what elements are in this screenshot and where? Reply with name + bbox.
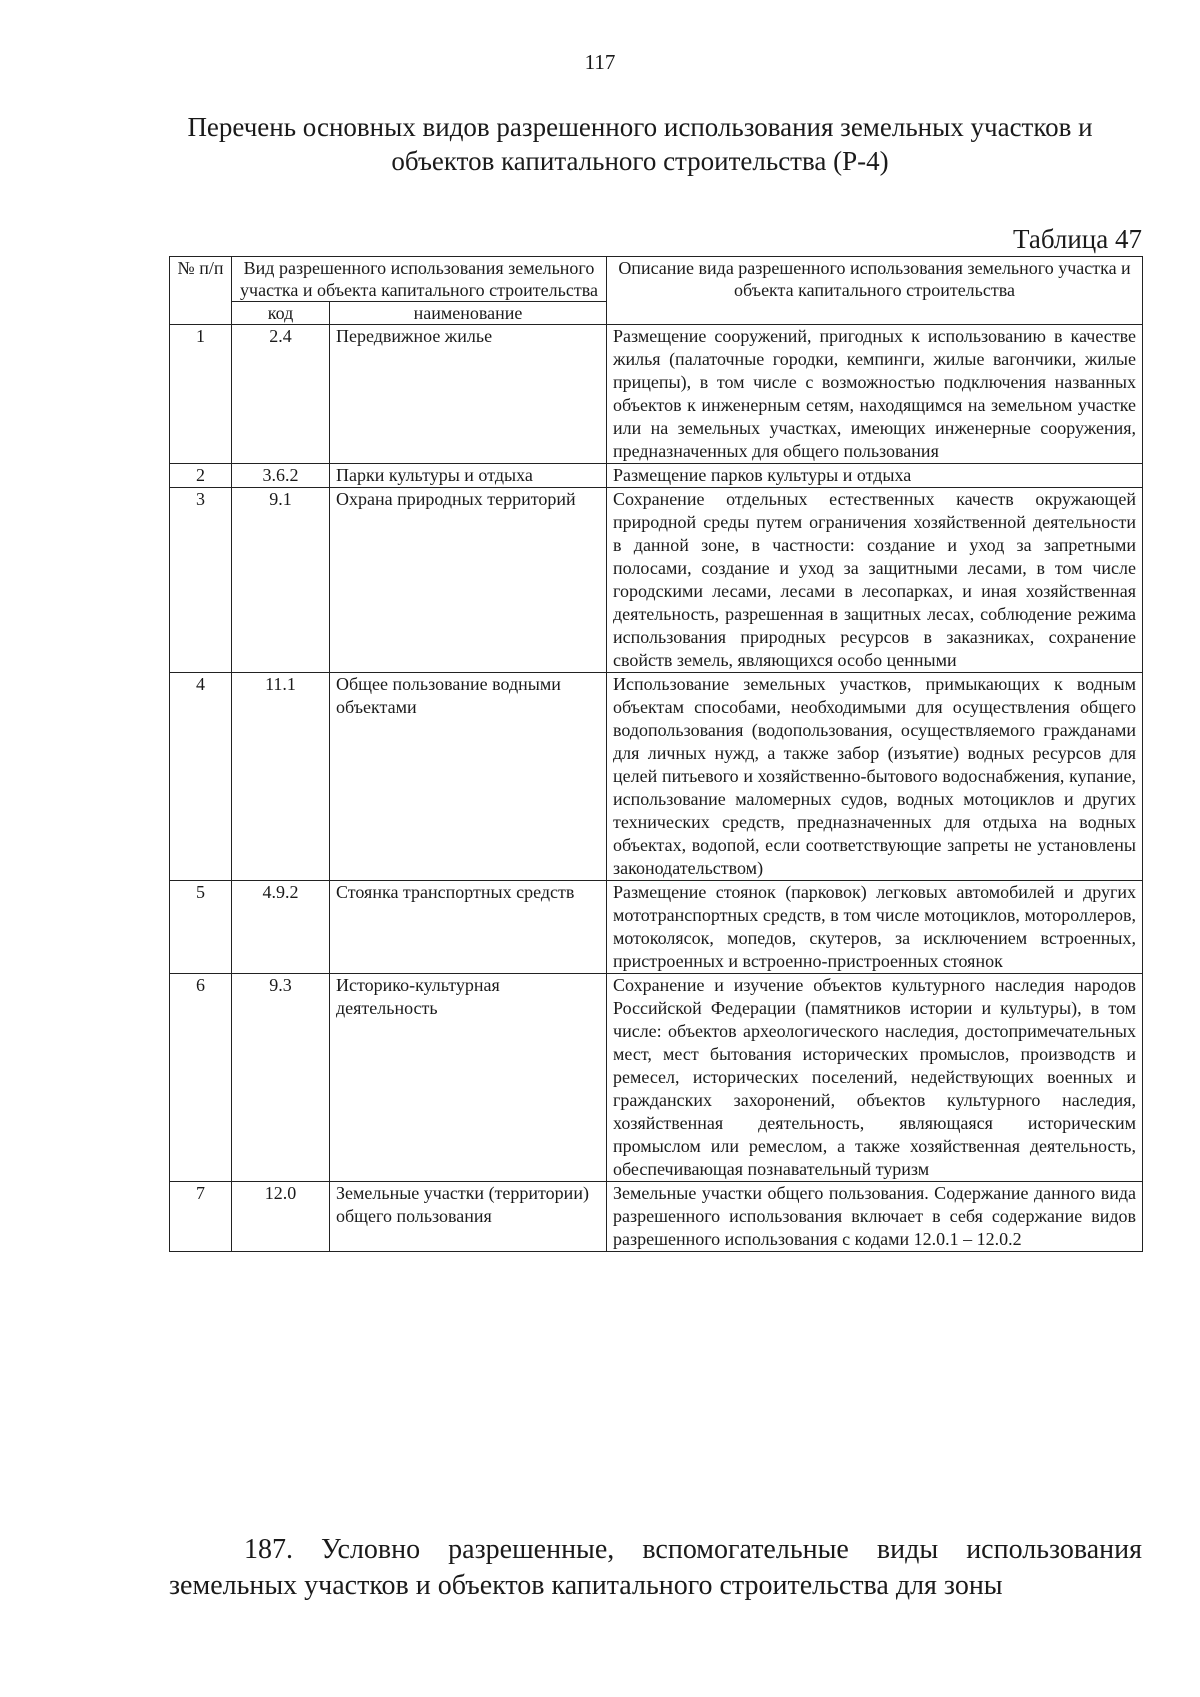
row-code: 11.1 bbox=[232, 673, 330, 881]
row-name: Парки культуры и отдыха bbox=[330, 464, 607, 488]
table-row bbox=[170, 673, 1143, 881]
row-description: Сохранение и изучение объектов культурного наследия народов Российской Федерации (памятников истории и культуры), в том числе: объектов археологического наследия, достопримечательных мест, мест бытования исторических промыслов, производств и ремесел, исторических поселений, недействующих военных и гражданских захоронений, объектов культурного наследия, хозяйственная деятельность, являющаяся историческим промыслом или ремеслом, а также хозяйственная деятельность, обеспечивающая познавательный туризм bbox=[607, 974, 1143, 1182]
table-header-row bbox=[170, 257, 1143, 302]
header-code: код bbox=[232, 302, 330, 325]
row-description: Размещение парков культуры и отдыха bbox=[607, 464, 1143, 488]
document-title: Перечень основных видов разрешенного использования земельных участков и объектов капитального строительства (Р-4) bbox=[187, 112, 1093, 176]
land-use-table bbox=[169, 256, 1143, 1252]
row-description: Сохранение отдельных естественных качеств окружающей природной среды путем ограничения хозяйственной деятельности в данной зоне, в частности: создание и уход за запретными полосами, создание и уход за защитными лесами, в том числе городскими лесами, лесами в лесопарках, и иная хозяйственная деятельность, разрешенная в защитных лесах, соблюдение режима использования природных ресурсов в заказниках, сохранение свойств земель, являющихся особо ценными bbox=[607, 488, 1143, 673]
table-row bbox=[170, 488, 1143, 673]
table-row bbox=[170, 464, 1143, 488]
header-description: Описание вида разрешенного использования земельного участка и объекта капитального строительства bbox=[607, 257, 1143, 325]
row-code: 3.6.2 bbox=[232, 464, 330, 488]
page-number: 117 bbox=[584, 50, 616, 74]
row-num: 2 bbox=[170, 464, 232, 488]
section-paragraph: 187. Условно разрешенные, вспомогательные виды использования земельных участков и объектов капитального строительства для зоны bbox=[169, 1534, 1142, 1601]
row-name: Охрана природных территорий bbox=[330, 488, 607, 673]
row-name: Земельные участки (территории) общего пользования bbox=[330, 1182, 607, 1252]
row-num: 1 bbox=[170, 325, 232, 464]
table-row bbox=[170, 881, 1143, 974]
row-num: 7 bbox=[170, 1182, 232, 1252]
row-code: 2.4 bbox=[232, 325, 330, 464]
header-num: № п/п bbox=[170, 257, 232, 325]
row-code: 9.3 bbox=[232, 974, 330, 1182]
header-type-group: Вид разрешенного использования земельного участка и объекта капитального строительства bbox=[232, 257, 607, 302]
header-name: наименование bbox=[330, 302, 607, 325]
row-name: Передвижное жилье bbox=[330, 325, 607, 464]
row-num: 6 bbox=[170, 974, 232, 1182]
table-row bbox=[170, 974, 1143, 1182]
row-description: Размещение стоянок (парковок) легковых автомобилей и других мототранспортных средств, в том числе мотоциклов, мотороллеров, мотоколясок, мопедов, скутеров, за исключением встроенных, пристроенных и встроенно-пристроенных стоянок bbox=[607, 881, 1143, 974]
row-num: 4 bbox=[170, 673, 232, 881]
row-description: Размещение сооружений, пригодных к использованию в качестве жилья (палаточные городки, кемпинги, жилые вагончики, жилые прицепы), в том числе с возможностью подключения названных объектов к инженерным сетям, находящимся на земельном участке или на земельных участках, имеющих инженерные сооружения, предназначенных для общего пользования bbox=[607, 325, 1143, 464]
row-num: 3 bbox=[170, 488, 232, 673]
table-row bbox=[170, 325, 1143, 464]
row-num: 5 bbox=[170, 881, 232, 974]
table-label: Таблица 47 bbox=[1013, 224, 1142, 254]
row-code: 4.9.2 bbox=[232, 881, 330, 974]
row-code: 9.1 bbox=[232, 488, 330, 673]
row-name: Историко-культурная деятельность bbox=[330, 974, 607, 1182]
table-row bbox=[170, 1182, 1143, 1252]
row-name: Общее пользование водными объектами bbox=[330, 673, 607, 881]
row-name: Стоянка транспортных средств bbox=[330, 881, 607, 974]
row-description: Земельные участки общего пользования. Содержание данного вида разрешенного использования включает в себя содержание видов разрешенного использования с кодами 12.0.1 – 12.0.2 bbox=[607, 1182, 1143, 1252]
row-code: 12.0 bbox=[232, 1182, 330, 1252]
row-description: Использование земельных участков, примыкающих к водным объектам способами, необходимыми для осуществления общего водопользования (водопользования, осуществляемого гражданами для личных нужд, а также забор (изъятие) водных ресурсов для целей питьевого и хозяйственно-бытового водоснабжения, купание, использование маломерных судов, водных мотоциклов и других технических средств, предназначенных для отдыха на водных объектах, водопой, если соответствующие запреты не установлены законодательством) bbox=[607, 673, 1143, 881]
